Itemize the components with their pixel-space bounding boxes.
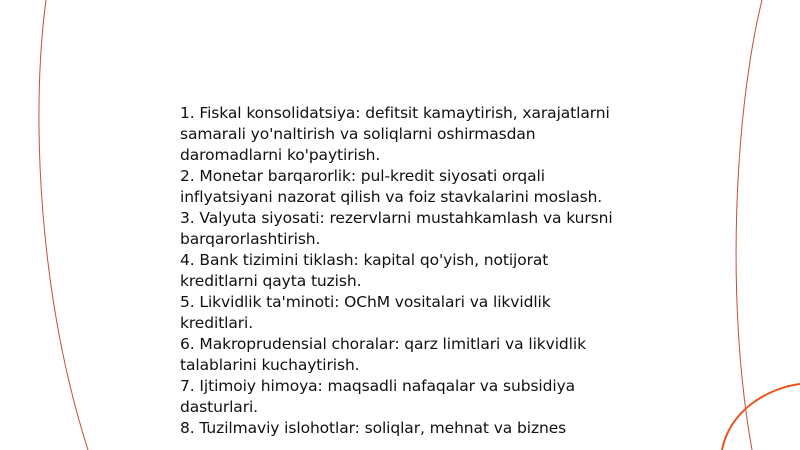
list-item: 4. Bank tizimini tiklash: kapital qo'yish, notijorat kreditlarni qayta tuzish. [180,251,549,290]
list-item: 6. Makroprudensial choralar: qarz limitlari va likvidlik talablarini kuchaytirish. [180,335,586,374]
list-item: 8. Tuzilmaviy islohotlar: soliqlar, mehnat va biznes [180,419,567,437]
list-item: 3. Valyuta siyosati: rezervlarni mustahkamlash va kursni barqarorlashtirish. [180,209,613,248]
list-item: 7. Ijtimoiy himoya: maqsadli nafaqalar va subsidiya dasturlari. [180,377,576,416]
list-item: 1. Fiskal konsolidatsiya: defitsit kamaytirish, xarajatlarni samarali yo'naltirish va soliqlarni oshirmasdan daromadlarni ko'paytirish. [180,104,610,164]
left-arc [39,0,88,450]
right-arc [736,0,762,450]
policy-list [180,103,620,439]
orange-arc [722,384,800,450]
list-item: 5. Likvidlik ta'minoti: OChM vositalari va likvidlik kreditlari. [180,293,551,332]
list-item: 2. Monetar barqarorlik: pul-kredit siyosati orqali inflyatsiyani nazorat qilish va foiz stavkalarini moslash. [180,167,603,206]
